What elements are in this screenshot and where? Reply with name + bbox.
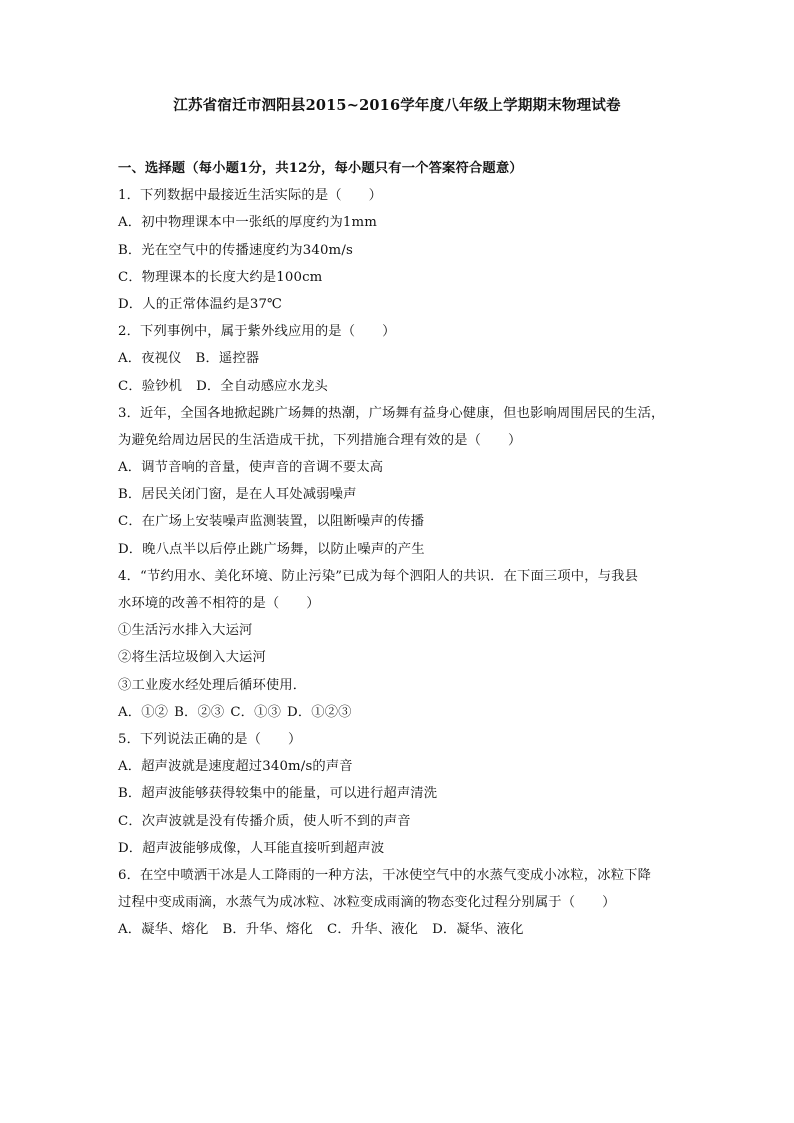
option-b: B．超声波能够获得较集中的能量，可以进行超声清洗 <box>118 786 438 802</box>
question-stem-line-1: 6．在空中喷洒干冰是人工降雨的一种方法，干冰使空气中的水蒸气变成小冰粒，冰粒下降 <box>118 867 652 883</box>
question-stem-line-2: 水环境的改善不相符的是（ ） <box>118 596 320 611</box>
options-row <box>118 699 690 726</box>
question-stem: 5．下列说法正确的是（ ） <box>118 731 302 747</box>
option-c: C．①③ <box>230 704 282 720</box>
question-stem: 2．下列事例中，属于紫外线应用的是（ ） <box>118 324 396 340</box>
option-b: B．遥控器 <box>195 351 260 367</box>
statement-2: ②将生活垃圾倒入大运河 <box>118 650 266 666</box>
option-b: B．②③ <box>174 704 225 720</box>
question-stem-line-2: 过程中变成雨滴，水蒸气为成冰粒、冰粒变成雨滴的物态变化过程分别属于（ ） <box>118 895 616 911</box>
question-2 <box>118 318 690 400</box>
exam-content <box>118 155 690 943</box>
option-a: A．①② <box>118 704 169 720</box>
question-4 <box>118 563 690 726</box>
statement-1: ①生活污水排入大运河 <box>118 623 253 639</box>
option-a: A．超声波就是速度超过340m/s的声音 <box>118 759 353 775</box>
option-d: D．晚八点半以后停止跳广场舞，以防止噪声的产生 <box>118 541 425 557</box>
question-5 <box>118 726 690 862</box>
option-b: B．居民关闭门窗，是在人耳处减弱噪声 <box>118 487 357 503</box>
option-a: A．调节音响的音量，使声音的音调不要太高 <box>118 460 384 476</box>
option-b: B．光在空气中的传播速度约为340m/s <box>118 242 353 258</box>
option-d: D．人的正常体温约是37℃ <box>118 296 283 312</box>
option-c: C．次声波就是没有传播介质，使人听不到的声音 <box>118 813 411 829</box>
option-c: C．在广场上安装噪声监测装置，以阻断噪声的传播 <box>118 514 425 530</box>
option-c: C．升华、液化 <box>327 922 419 938</box>
section-heading: 一、选择题（每小题1分，共12分，每小题只有一个答案符合题意） <box>118 161 523 176</box>
exam-title: 江苏省宿迁市泗阳县2015~2016学年度八年级上学期期末物理试卷 <box>173 97 621 114</box>
option-a: A．凝华、熔化 <box>118 922 209 938</box>
question-stem-line-1: 4．“节约用水、美化环境、防止污染”已成为每个泗阳人的共识．在下面三项中，与我县 <box>118 568 639 584</box>
option-a: A．初中物理课本中一张纸的厚度约为1mm <box>118 215 378 231</box>
question-stem-line-1: 3．近年，全国各地掀起跳广场舞的热潮，广场舞有益身心健康，但也影响周围居民的生活， <box>118 405 665 421</box>
option-a: A．夜视仪 <box>118 351 182 367</box>
option-c: C．验钞机 <box>118 378 183 394</box>
question-3 <box>118 400 690 563</box>
statement-3: ③工业废水经处理后循环使用． <box>118 677 307 693</box>
option-c: C．物理课本的长度大约是100cm <box>118 269 323 285</box>
options-row-1 <box>118 345 690 372</box>
question-stem-line-2: 为避免给周边居民的生活造成干扰，下列措施合理有效的是（ ） <box>118 432 522 448</box>
option-d: D．①②③ <box>287 704 352 720</box>
options-row <box>118 916 690 943</box>
option-b: B．升华、熔化 <box>222 922 314 938</box>
option-d: D．超声波能够成像，人耳能直接听到超声波 <box>118 840 385 856</box>
question-1 <box>118 182 690 318</box>
option-d: D．凝华、液化 <box>432 922 524 938</box>
question-6 <box>118 862 690 944</box>
question-stem: 1．下列数据中最接近生活实际的是（ ） <box>118 188 383 204</box>
options-row-2 <box>118 373 690 400</box>
option-d: D．全自动感应水龙头 <box>196 378 328 394</box>
